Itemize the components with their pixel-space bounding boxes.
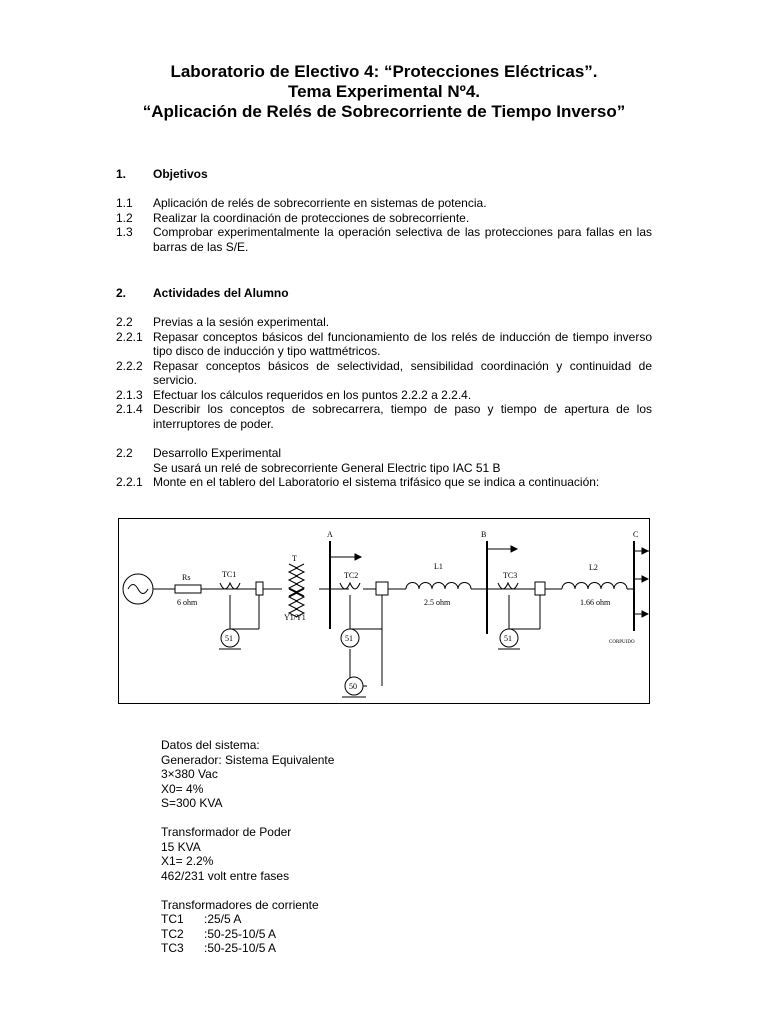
item-text: Se usará un relé de sobrecorriente General Electric tipo IAC 51 B <box>153 460 501 475</box>
data-x0: X0= 4% <box>161 781 204 796</box>
label-l1-value: 2.5 ohm <box>424 598 451 607</box>
breaker-1 <box>256 582 263 595</box>
item-number: 2.1.3 <box>116 387 143 402</box>
diagram-labels <box>177 530 638 691</box>
objectives-list <box>116 196 652 254</box>
item-number: 2.2.1 <box>116 475 143 489</box>
label-load: CORPUIDO <box>609 640 635 645</box>
data-title: Datos del sistema: <box>161 738 260 752</box>
list-item <box>116 359 652 388</box>
item-number: 1.1 <box>116 196 133 210</box>
ct-name: TC2 <box>161 926 184 941</box>
ct-row <box>161 912 334 927</box>
diagram-svg <box>119 519 649 703</box>
system-data <box>161 738 334 956</box>
section-title: Actividades del Alumno <box>153 286 289 300</box>
list-item <box>116 402 652 431</box>
breaker-2 <box>376 582 388 595</box>
list-item <box>116 446 652 461</box>
ct-tc1 <box>220 583 240 589</box>
label-tc2: TC2 <box>344 571 359 580</box>
item-text: Desarrollo Experimental <box>153 446 282 460</box>
list-item <box>116 330 652 359</box>
label-t: T <box>292 554 297 563</box>
item-number: 2.2 <box>116 446 133 460</box>
item-text: Describir los conceptos de sobrecarrera, tiempo de paso y tiempo de apertura de los interruptores de poder. <box>153 402 652 431</box>
label-relay-50: 50 <box>349 682 357 691</box>
resistor-rs <box>175 585 201 593</box>
item-text: Repasar conceptos básicos de selectividad, sensibilidad coordinación y continuidad de servicio. <box>153 358 652 387</box>
item-text: Realizar la coordinación de protecciones de sobrecorriente. <box>153 210 470 225</box>
list-item <box>116 475 652 490</box>
ct-row <box>161 941 334 956</box>
doc-title-line1: Laboratorio de Electivo 4: “Protecciones Eléctricas”. <box>170 62 598 81</box>
data-transformer-kva: 15 KVA <box>161 839 201 854</box>
label-l2: L2 <box>589 563 598 572</box>
arrow-icon <box>642 576 648 582</box>
item-text: Repasar conceptos básicos del funcionamiento de los relés de inducción de tiempo inverso tipo disco de inducción y tipo wattmétricos. <box>153 329 652 358</box>
label-rs: Rs <box>182 573 191 582</box>
label-rs-value: 6 ohm <box>177 598 198 607</box>
label-bus-c: C <box>633 530 639 539</box>
data-x1: X1= 2.2% <box>161 854 214 868</box>
label-relay-51: 51 <box>345 634 353 643</box>
list-item <box>116 461 652 476</box>
list-item <box>116 196 652 211</box>
label-tc3: TC3 <box>503 571 518 580</box>
data-ct-title: Transformadores de corriente <box>161 897 319 912</box>
section-number: 2. <box>116 286 127 300</box>
label-l1: L1 <box>434 562 443 571</box>
arrow-icon <box>355 554 361 560</box>
item-text: Previas a la sesión experimental. <box>153 315 330 329</box>
item-number <box>116 461 153 476</box>
data-generator: Generador: Sistema Equivalente <box>161 752 335 767</box>
item-number: 2.2.2 <box>116 358 143 373</box>
ct-ratio: :25/5 A <box>204 912 242 926</box>
ct-name: TC1 <box>161 912 184 926</box>
label-l2-value: 1.66 ohm <box>580 598 611 607</box>
item-text: Monte en el tablero del Laboratorio el sistema trifásico que se indica a continuación: <box>153 475 600 489</box>
data-transformer-title: Transformador de Poder <box>161 825 292 839</box>
item-number: 2.2.1 <box>116 329 143 344</box>
section-title: Objetivos <box>153 167 208 181</box>
list-item <box>116 388 652 403</box>
ct-tc3 <box>498 583 518 589</box>
item-text: Comprobar experimentalmente la operación selectiva de las protecciones para fallas en las barras de las S/E. <box>153 225 652 254</box>
activities-list <box>116 315 652 490</box>
item-number: 1.3 <box>116 225 133 239</box>
item-text: Aplicación de relés de sobrecorriente en sistemas de potencia. <box>153 196 487 210</box>
ct-name: TC3 <box>161 941 184 955</box>
ct-row <box>161 927 334 942</box>
data-transformer-volt: 462/231 volt entre fases <box>161 868 290 883</box>
section-activities-heading <box>116 286 289 300</box>
arrow-icon <box>642 548 648 554</box>
list-item <box>116 225 652 254</box>
doc-title-line3: “Aplicación de Relés de Sobrecorriente de Tiempo Inverso” <box>142 102 626 121</box>
inductor-l2 <box>562 583 627 590</box>
label-relay-51: 51 <box>225 634 233 643</box>
arrow-icon <box>511 546 517 552</box>
label-bus-a: A <box>327 530 333 539</box>
data-voltage: 3×380 Vac <box>161 767 218 781</box>
arrow-icon <box>642 611 648 617</box>
ct-tc2 <box>340 583 360 589</box>
item-text: Efectuar los cálculos requeridos en los puntos 2.2.2 a 2.2.4. <box>153 387 472 402</box>
ct-ratio: :50-25-10/5 A <box>204 941 277 955</box>
list-item <box>116 211 652 226</box>
section-objectives-heading <box>116 167 208 181</box>
label-tc1: TC1 <box>222 570 237 579</box>
inductor-l1 <box>406 583 471 590</box>
sine-icon <box>128 585 148 594</box>
label-relay-51: 51 <box>504 634 512 643</box>
label-bus-b: B <box>481 530 487 539</box>
item-number: 2.2 <box>116 315 133 329</box>
item-number: 1.2 <box>116 210 133 225</box>
section-number: 1. <box>116 167 127 181</box>
breaker-3 <box>535 582 545 595</box>
label-t-conn: Y1/Y1 <box>284 613 306 622</box>
data-s: S=300 KVA <box>161 796 223 810</box>
item-number: 2.1.4 <box>116 402 143 416</box>
ct-ratio: :50-25-10/5 A <box>204 926 277 941</box>
single-line-diagram <box>118 518 650 704</box>
list-item <box>116 315 652 330</box>
doc-title-line2: Tema Experimental Nº4. <box>287 82 481 101</box>
